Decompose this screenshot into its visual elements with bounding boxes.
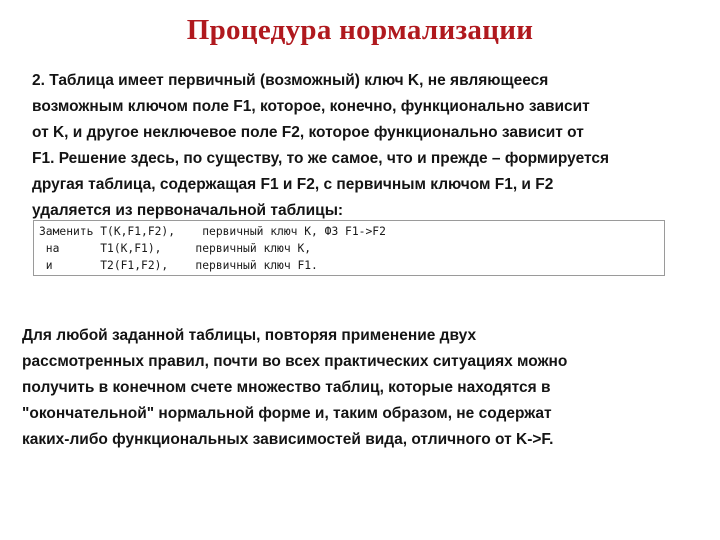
conclusion-paragraph: Для любой заданной таблицы, повторяя применение двух рассмотренных правил, почти во всех практических ситуациях можно получить в конечном счете множество таблиц, которые находятся в "окончательной" нормальной форме и, таким образом, не содержат каких-либо функциональных зависимостей вида, отличного от K->F. <box>22 327 568 448</box>
explanation-paragraph: 2. Таблица имеет первичный (возможный) ключ K, не являющееся возможным ключом поле F1, которое, конечно, функционально зависит от K, и другое неключевое поле F2, которое функционально зависит от F1. Решение здесь, по существу, то же самое, что и прежде – формируется другая таблица, содержащая F1 и F2, с первичным ключом F1, и F2 удаляется из первоначальной таблицы: <box>32 72 610 219</box>
code-line-t2: и T2(F1,F2), первичный ключ F1. <box>39 259 318 272</box>
slide-title: Процедура нормализации <box>186 14 534 46</box>
code-line-replace: Заменить T(K,F1,F2), первичный ключ K, ФЗ F1->F2 <box>39 225 386 238</box>
code-block <box>33 220 665 276</box>
code-line-t1: на T1(K,F1), первичный ключ K, <box>39 242 312 255</box>
